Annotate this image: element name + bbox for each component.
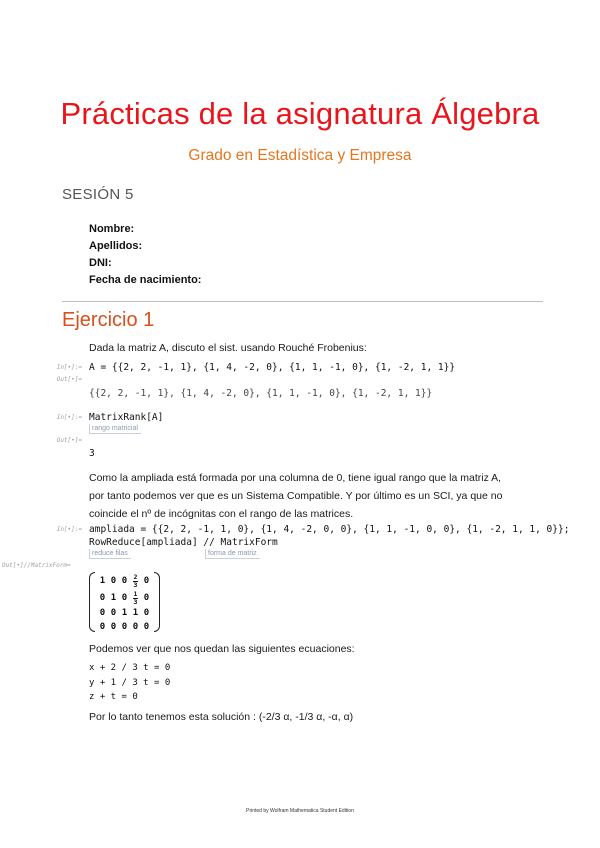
explanation-paragraph: Como la ampliada está formada por una columna de 0, tiene igual rango que la matriz A, por tanto podemos ver que es un Sistema Compatible. Y por último es un SCI, ya que no coincide el nº de incógnitas con el rango de las matrices. <box>89 472 503 520</box>
field-nombre: Nombre: <box>89 223 135 235</box>
matrix-cell: 0 <box>132 622 139 632</box>
function-hint-reduce-filas: reduce filas <box>89 549 131 559</box>
matrix-cell: 0 <box>143 575 150 586</box>
matrix-cell: 0 <box>121 592 128 603</box>
matrix-cell: 0 <box>99 608 106 618</box>
input-label: In[•]:= <box>56 414 82 421</box>
matrix-cell: 0 <box>99 622 106 632</box>
output-label: Out[•]= <box>56 376 82 383</box>
input-cell-matrix-a[interactable]: A = {{2, 2, -1, 1}, {1, 4, -2, 0}, {1, 1, -1, 0}, {1, -2, 1, 1}} <box>89 362 456 373</box>
matrix-cell: 1 <box>132 608 139 618</box>
matrix-cell: 0 <box>143 622 150 632</box>
equations-intro: Podemos ver que nos quedan las siguientes ecuaciones: <box>89 643 355 655</box>
matrix-cell: 0 <box>110 608 117 618</box>
matrix-cell: 0 <box>143 592 150 603</box>
right-paren <box>154 572 160 632</box>
session-heading: SESIÓN 5 <box>62 186 134 203</box>
exercise-intro: Dada la matriz A, discuto el sist. usando Rouché Frobenius: <box>89 342 367 354</box>
equation-y: y + 1 / 3 t = 0 <box>89 678 171 688</box>
matrix-cell: 1 <box>110 592 117 603</box>
print-footer: Printed by Wolfram Mathematica Student Edition <box>246 808 354 814</box>
matrixform-output-label: Out[•]//MatrixForm= <box>2 562 71 569</box>
equation-z: z + t = 0 <box>89 692 138 702</box>
matrix-cell: 0 <box>121 575 128 586</box>
document-subtitle: Grado en Estadística y Empresa <box>188 147 412 164</box>
fraction-denominator: 3 <box>133 598 138 606</box>
matrix-cell: 0 <box>121 622 128 632</box>
exercise-title: Ejercicio 1 <box>62 309 155 331</box>
row-reduced-matrix <box>89 572 160 632</box>
matrix-cell-fraction <box>130 572 141 589</box>
fraction-numerator: 2 <box>133 573 138 581</box>
matrix-cell: 1 <box>99 575 106 586</box>
output-cell-rank: 3 <box>89 448 95 459</box>
matrix-cell-fraction <box>130 589 141 606</box>
function-hint-rango: rango matricial <box>89 424 141 434</box>
matrix-cell: 0 <box>99 592 106 603</box>
function-hint-forma-matriz: forma de matriz <box>205 549 260 559</box>
input-cell-rowreduce[interactable]: RowReduce[ampliada] // MatrixForm <box>89 537 278 548</box>
field-dni: DNI: <box>89 257 112 269</box>
matrix-cell: 1 <box>121 608 128 618</box>
document-title: Prácticas de la asignatura Álgebra <box>60 96 540 131</box>
matrix-cell: 0 <box>110 622 117 632</box>
matrix-table <box>97 572 152 634</box>
fraction-numerator: 1 <box>133 590 138 598</box>
output-label: Out[•]= <box>56 437 82 444</box>
equation-x: x + 2 / 3 t = 0 <box>89 663 171 673</box>
field-apellidos: Apellidos: <box>89 240 143 252</box>
fraction-denominator: 3 <box>133 581 138 589</box>
input-label: In[•]:= <box>56 526 82 533</box>
field-fecha-nacimiento: Fecha de nacimiento: <box>89 274 202 286</box>
matrix-cell: 0 <box>110 575 117 586</box>
fraction <box>133 591 139 606</box>
output-cell-matrix-a: {{2, 2, -1, 1}, {1, 4, -2, 0}, {1, 1, -1, 0}, {1, -2, 1, 1}} <box>89 388 433 399</box>
input-cell-ampliada[interactable]: ampliada = {{2, 2, -1, 1, 0}, {1, 4, -2, 0, 0}, {1, 1, -1, 0, 0}, {1, -2, 1, 1, 0}}; <box>89 524 570 535</box>
left-paren <box>89 572 95 632</box>
matrix-cell: 0 <box>143 608 150 618</box>
fraction <box>133 574 139 589</box>
input-label: In[•]:= <box>56 364 82 371</box>
section-divider <box>62 301 543 302</box>
solution-text: Por lo tanto tenemos esta solución : (-2/3 α, -1/3 α, -α, α) <box>89 711 354 723</box>
input-cell-matrix-rank[interactable]: MatrixRank[A] <box>89 412 164 423</box>
